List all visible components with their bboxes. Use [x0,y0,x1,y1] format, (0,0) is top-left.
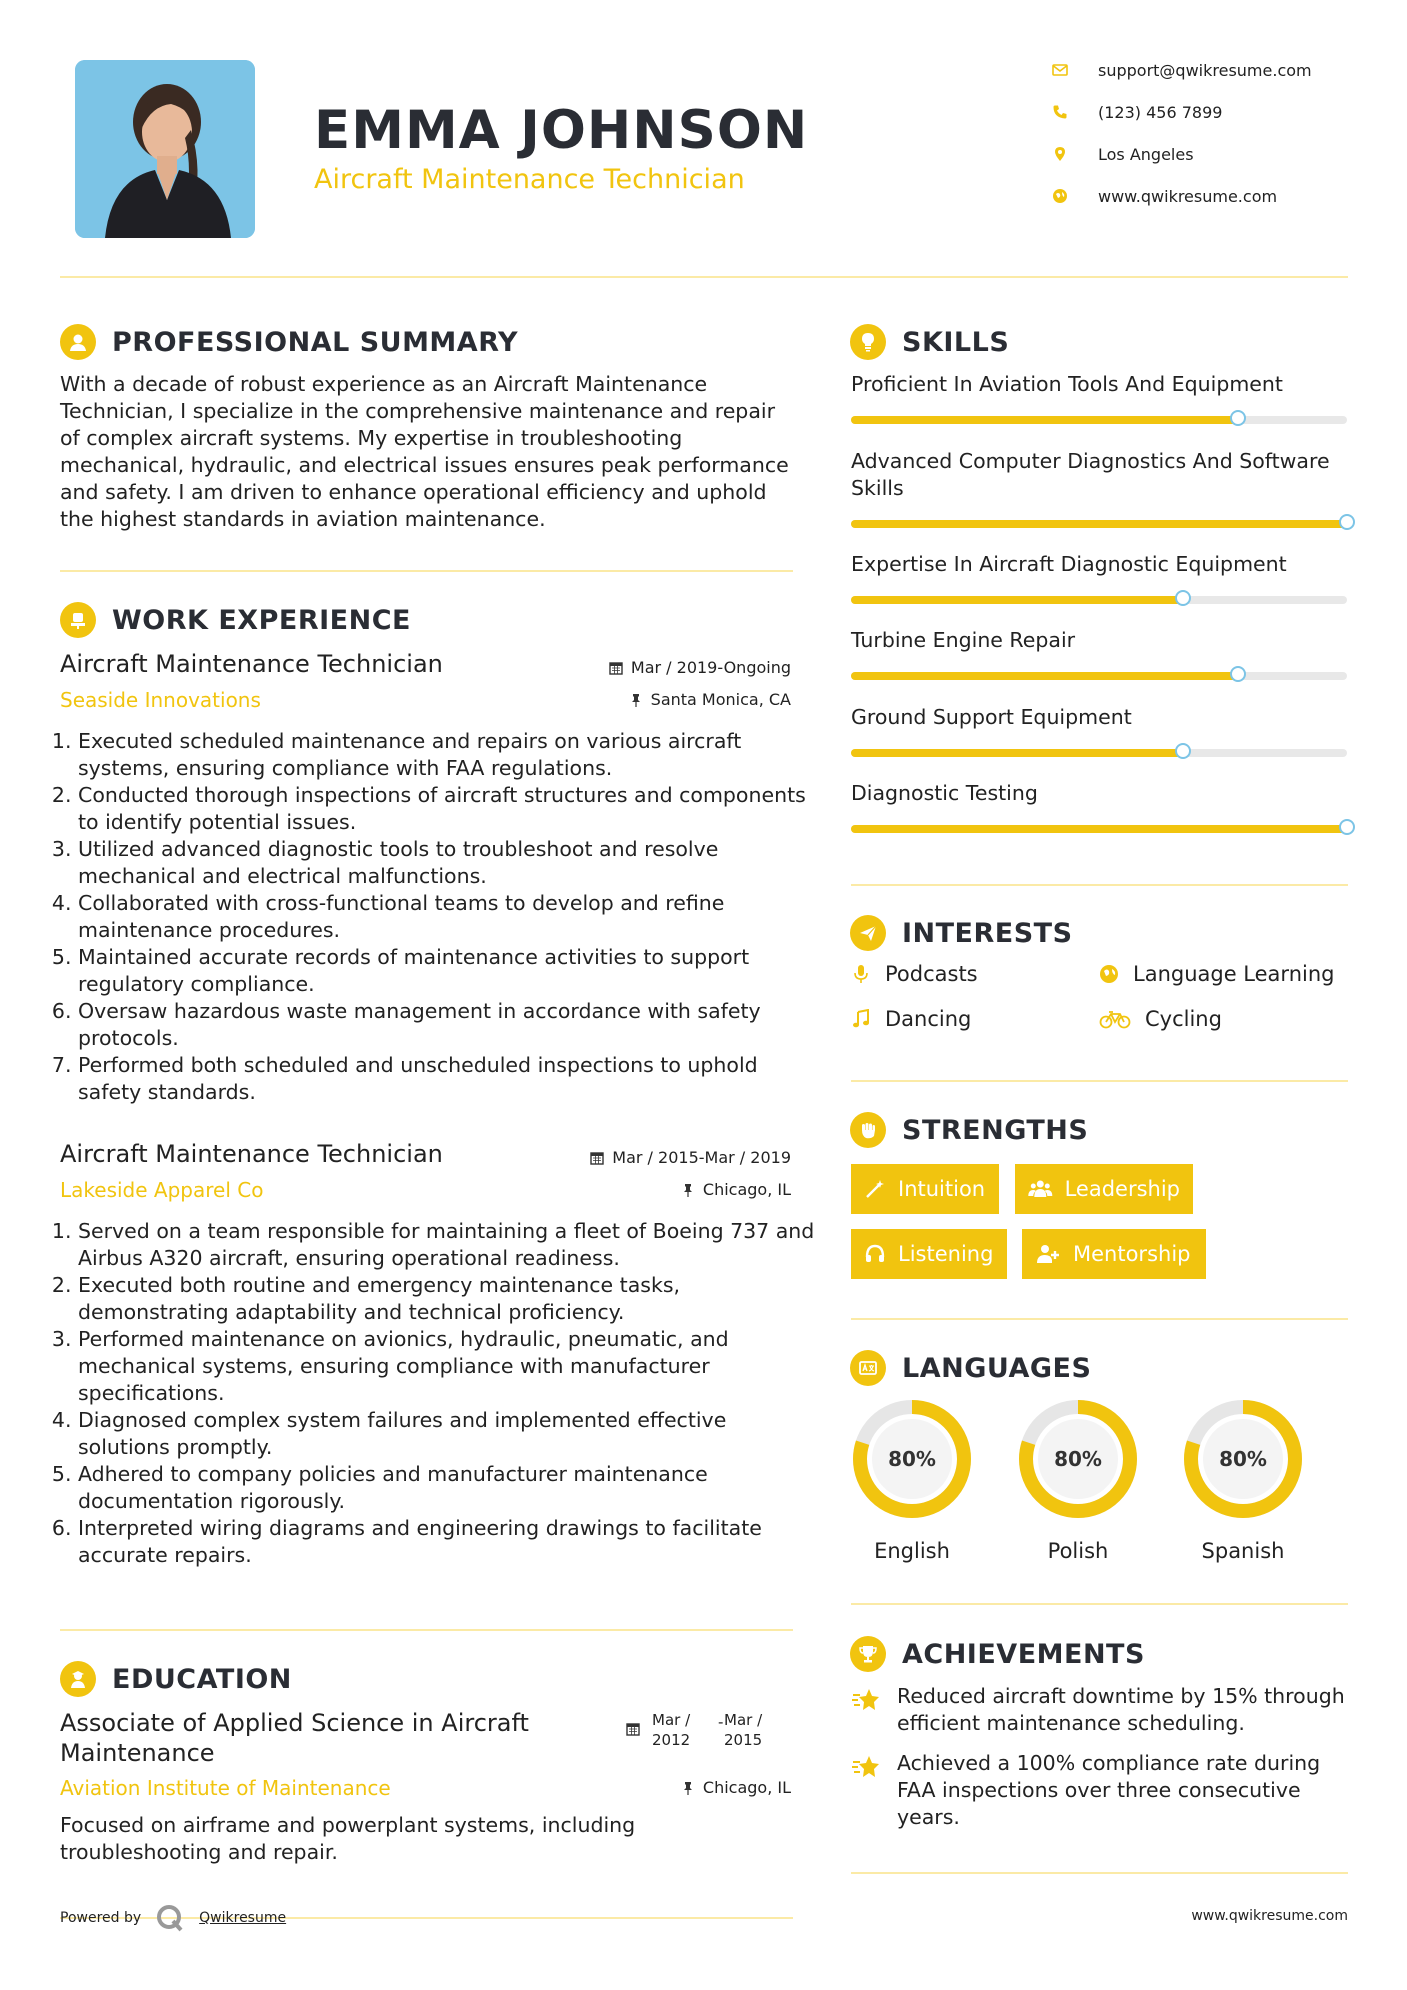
language-name: Polish [1047,1539,1109,1563]
strength-listening [851,1229,1007,1279]
languages-title: LANGUAGES [902,1352,1092,1384]
contact-email[interactable] [1052,56,1312,84]
user-plus-icon [1035,1243,1061,1265]
education-end: Mar / 2015 [724,1711,763,1749]
education-dates [626,1710,796,1750]
achievements-heading [850,1636,1145,1672]
list-item: 7. Performed both scheduled and unscheduled inspections to uphold safety standards. [78,1052,816,1106]
language-name: English [874,1539,950,1563]
calendar-icon [590,1151,604,1165]
skills-heading [850,324,1009,360]
location-text: Los Angeles [1098,144,1194,164]
strength-intuition [851,1164,999,1214]
achievements-divider [851,1872,1348,1874]
job-2-title: Aircraft Maintenance Technician [60,1140,443,1168]
interests-heading [850,915,1073,951]
lightbulb-icon [850,324,886,360]
interest-cycling [1099,1007,1222,1031]
skill-bar-knob [1230,410,1246,426]
fist-icon [850,1112,886,1148]
interests-divider [851,1080,1348,1082]
job-2-dates-text: Mar / 2015-Mar / 2019 [612,1148,791,1167]
contact-location [1052,140,1194,168]
strength-mentorship [1022,1229,1206,1279]
language-polish [1016,1397,1140,1563]
interest-dancing [851,1007,971,1031]
language-progress-ring [850,1397,974,1521]
interest-label: Language Learning [1133,962,1335,986]
skill-name: Proficient In Aviation Tools And Equipment [851,372,1283,396]
list-item: 1. Served on a team responsible for maintaining a fleet of Boeing 737 and Airbus A320 aircraft, ensuring operational readiness. [78,1218,816,1272]
degree-title: Associate of Applied Science in Aircraft Maintenance [60,1709,529,1767]
list-item: 3. Performed maintenance on avionics, hydraulic, pneumatic, and mechanical systems, ensuring compliance with manufacturer specifications. [78,1326,816,1407]
strength-label: Leadership [1064,1177,1180,1201]
paper-plane-icon [850,915,886,951]
email-text: support@qwikresume.com [1098,60,1312,80]
list-item: 6. Oversaw hazardous waste management in accordance with safety protocols. [78,998,816,1052]
language-progress-ring [1016,1397,1140,1521]
skill-name: Ground Support Equipment [851,705,1132,729]
envelope-icon [1052,62,1068,78]
calendar-icon [626,1722,640,1736]
list-item: 4. Collaborated with cross-functional teams to develop and refine maintenance procedures. [78,890,816,944]
list-item: 6. Interpreted wiring diagrams and engineering drawings to facilitate accurate repairs. [78,1515,816,1569]
education-description: Focused on airframe and powerplant systems, including troubleshooting and repair. [60,1813,636,1864]
experience-title: WORK EXPERIENCE [112,604,411,636]
achievement-item [851,1750,1351,1831]
interest-label: Cycling [1145,1007,1222,1031]
skill-bar-fill [851,825,1347,833]
skill-bar [851,416,1347,424]
experience-heading [60,602,411,638]
job-2-dates [590,1148,791,1167]
job-2-location [681,1180,791,1199]
contact-website[interactable] [1052,182,1277,210]
contact-phone[interactable] [1052,98,1222,126]
achievements-title: ACHIEVEMENTS [902,1638,1145,1670]
education-title: EDUCATION [112,1663,292,1695]
skill-bar [851,825,1347,833]
job-1-location [629,690,791,709]
brand-link[interactable]: Qwikresume [199,1910,287,1926]
job-1-duties [60,728,816,1106]
skill-bar-fill [851,520,1347,528]
skill-bar [851,596,1347,604]
language-name: Spanish [1201,1539,1285,1563]
skill-bar-knob [1175,590,1191,606]
list-item: 4. Diagnosed complex system failures and implemented effective solutions promptly. [78,1407,816,1461]
interest-label: Dancing [885,1007,972,1031]
headphones-icon [864,1243,886,1265]
strengths-title: STRENGTHS [902,1114,1089,1146]
skill-bar-fill [851,749,1183,757]
list-item: 5. Maintained accurate records of maintenance activities to support regulatory compliance. [78,944,816,998]
interest-podcasts [851,962,978,986]
date-separator-icon: - [718,1713,724,1731]
school-name: Aviation Institute of Maintenance [60,1776,391,1800]
job-1-location-text: Santa Monica, CA [650,690,791,709]
skill-bar-knob [1230,666,1246,682]
pin-icon [629,693,643,707]
calendar-icon [609,661,623,675]
skill-name: Diagnostic Testing [851,781,1038,805]
summary-text: With a decade of robust experience as an Aircraft Maintenance Technician, I specialize in the comprehensive maintenance and repair of complex aircraft systems. My expertise in troubleshooting mechanical, hydraulic, and electrical issues ensures peak performance and safety. I am driven to enhance operational efficiency and uphold the highest standards in aviation maintenance. [60,372,789,531]
interests-title: INTERESTS [902,917,1073,949]
star-icon [851,1752,881,1782]
phone-icon [1052,104,1068,120]
strength-label: Intuition [898,1177,986,1201]
user-icon [60,324,96,360]
phone-text: (123) 456 7899 [1098,102,1223,122]
job-2-duties [60,1218,816,1569]
strength-leadership [1015,1164,1193,1214]
strengths-heading [850,1112,1088,1148]
skills-divider [851,884,1348,886]
powered-by-label: Powered by [60,1910,142,1926]
music-note-icon [851,1009,871,1029]
globe-icon [1052,188,1068,204]
education-heading [60,1661,292,1697]
list-item: 2. Executed both routine and emergency maintenance tasks, demonstrating adaptability and technical proficiency. [78,1272,816,1326]
profile-photo [75,60,255,238]
list-item: 1. Executed scheduled maintenance and repairs on various aircraft systems, ensuring compliance with FAA regulations. [78,728,816,782]
candidate-title: Aircraft Maintenance Technician [314,164,745,195]
skill-bar-knob [1175,743,1191,759]
skill-bar-knob [1339,514,1355,530]
magic-wand-icon [864,1178,886,1200]
graduate-icon [60,1661,96,1697]
skills-title: SKILLS [902,326,1010,358]
job-1-dates-text: Mar / 2019-Ongoing [630,658,791,677]
education-location [681,1778,791,1797]
achievement-text: Achieved a 100% compliance rate during FAA inspections over three consecutive years. [897,1751,1321,1829]
map-pin-icon [1052,146,1068,162]
language-percent: 80% [888,1447,936,1471]
person-icon [75,60,255,238]
skill-bar [851,749,1347,757]
language-percent: 80% [1054,1447,1102,1471]
languages-divider [851,1603,1348,1605]
summary-heading [60,324,518,360]
summary-divider [60,570,793,572]
strengths-divider [851,1318,1348,1320]
education-start: Mar / 2012 [652,1711,691,1749]
skill-name: Expertise In Aircraft Diagnostic Equipment [851,552,1287,576]
website-text: www.qwikresume.com [1098,186,1278,206]
job-1-title: Aircraft Maintenance Technician [60,650,443,678]
skill-name: Advanced Computer Diagnostics And Software Skills [851,449,1330,500]
language-spanish [1181,1397,1305,1563]
skill-bar-fill [851,596,1183,604]
education-location-text: Chicago, IL [702,1778,791,1797]
language-percent: 80% [1219,1447,1267,1471]
skill-name: Turbine Engine Repair [851,628,1076,652]
skill-bar [851,672,1347,680]
job-1-dates [609,658,791,677]
list-item: 2. Conducted thorough inspections of aircraft structures and components to identify potential issues. [78,782,816,836]
footer-website[interactable]: www.qwikresume.com [1191,1908,1348,1924]
bicycle-icon [1099,1009,1131,1029]
pin-icon [681,1781,695,1795]
trophy-icon [850,1636,886,1672]
languages-heading [850,1350,1091,1386]
language-progress-ring [1181,1397,1305,1521]
globe-icon [1099,964,1119,984]
skill-bar-fill [851,416,1238,424]
language-icon [850,1350,886,1386]
strength-label: Mentorship [1073,1242,1191,1266]
candidate-name: EMMA JOHNSON [314,100,809,161]
interest-label: Podcasts [885,962,978,986]
list-item: 5. Adhered to company policies and manufacturer maintenance documentation rigorously. [78,1461,816,1515]
skill-bar-fill [851,672,1238,680]
header-divider [60,276,1348,278]
job-2-location-text: Chicago, IL [702,1180,791,1199]
skill-bar [851,520,1347,528]
strength-label: Listening [898,1242,994,1266]
experience-divider [60,1629,793,1631]
achievement-text: Reduced aircraft downtime by 15% through efficient maintenance scheduling. [897,1684,1345,1735]
qwikresume-logo-icon [155,1903,185,1933]
star-icon [851,1685,881,1715]
list-item: 3. Utilized advanced diagnostic tools to troubleshoot and resolve mechanical and electrical malfunctions. [78,836,816,890]
skill-bar-knob [1339,819,1355,835]
briefcase-icon [60,602,96,638]
microphone-icon [851,964,871,984]
job-1-company: Seaside Innovations [60,688,261,712]
summary-title: PROFESSIONAL SUMMARY [112,326,519,358]
achievement-item [851,1683,1351,1737]
powered-by [60,1903,286,1933]
interest-language-learning [1099,962,1334,986]
language-english [850,1397,974,1563]
users-icon [1028,1178,1053,1200]
job-2-company: Lakeside Apparel Co [60,1178,264,1202]
pin-icon [681,1183,695,1197]
